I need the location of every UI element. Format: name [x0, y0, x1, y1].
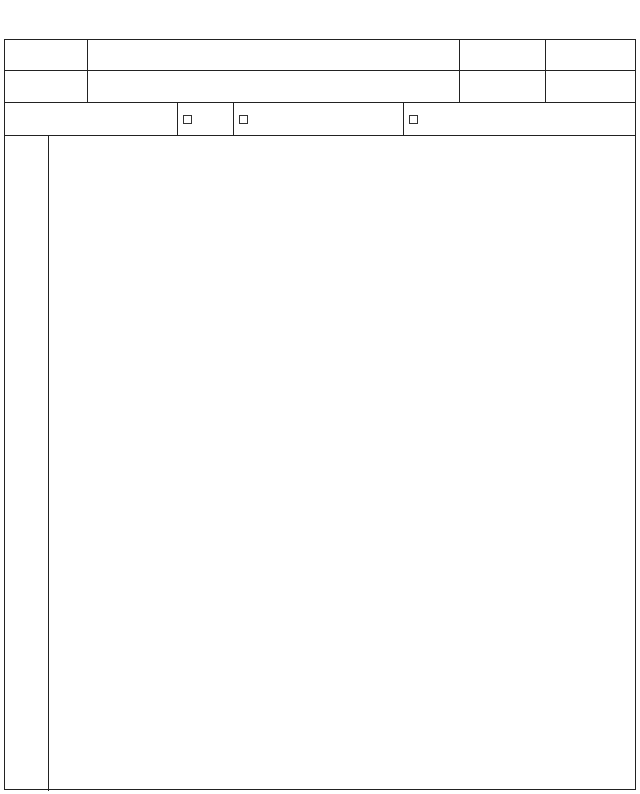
was-key-unit-label: [5, 103, 177, 135]
option-city-key-unit[interactable]: [403, 103, 637, 135]
phone-label: [459, 40, 545, 70]
unit-name-label: [5, 40, 87, 70]
unit-attribute-label: [5, 136, 49, 791]
checkbox[interactable]: [239, 115, 248, 124]
address-field[interactable]: [87, 71, 459, 102]
option-no[interactable]: [177, 103, 233, 135]
row-was-key-unit: [5, 103, 635, 136]
row-address: [5, 71, 635, 103]
declaration-form: [4, 39, 636, 790]
unit-name-field[interactable]: [87, 40, 459, 70]
phone-field[interactable]: [545, 40, 637, 70]
address-label: [5, 71, 87, 102]
postcode-label: [459, 71, 545, 102]
postcode-field[interactable]: [545, 71, 637, 102]
checkbox[interactable]: [183, 115, 192, 124]
row-unit-name: [5, 40, 635, 71]
option-district-key-unit[interactable]: [233, 103, 403, 135]
checkbox[interactable]: [409, 115, 418, 124]
